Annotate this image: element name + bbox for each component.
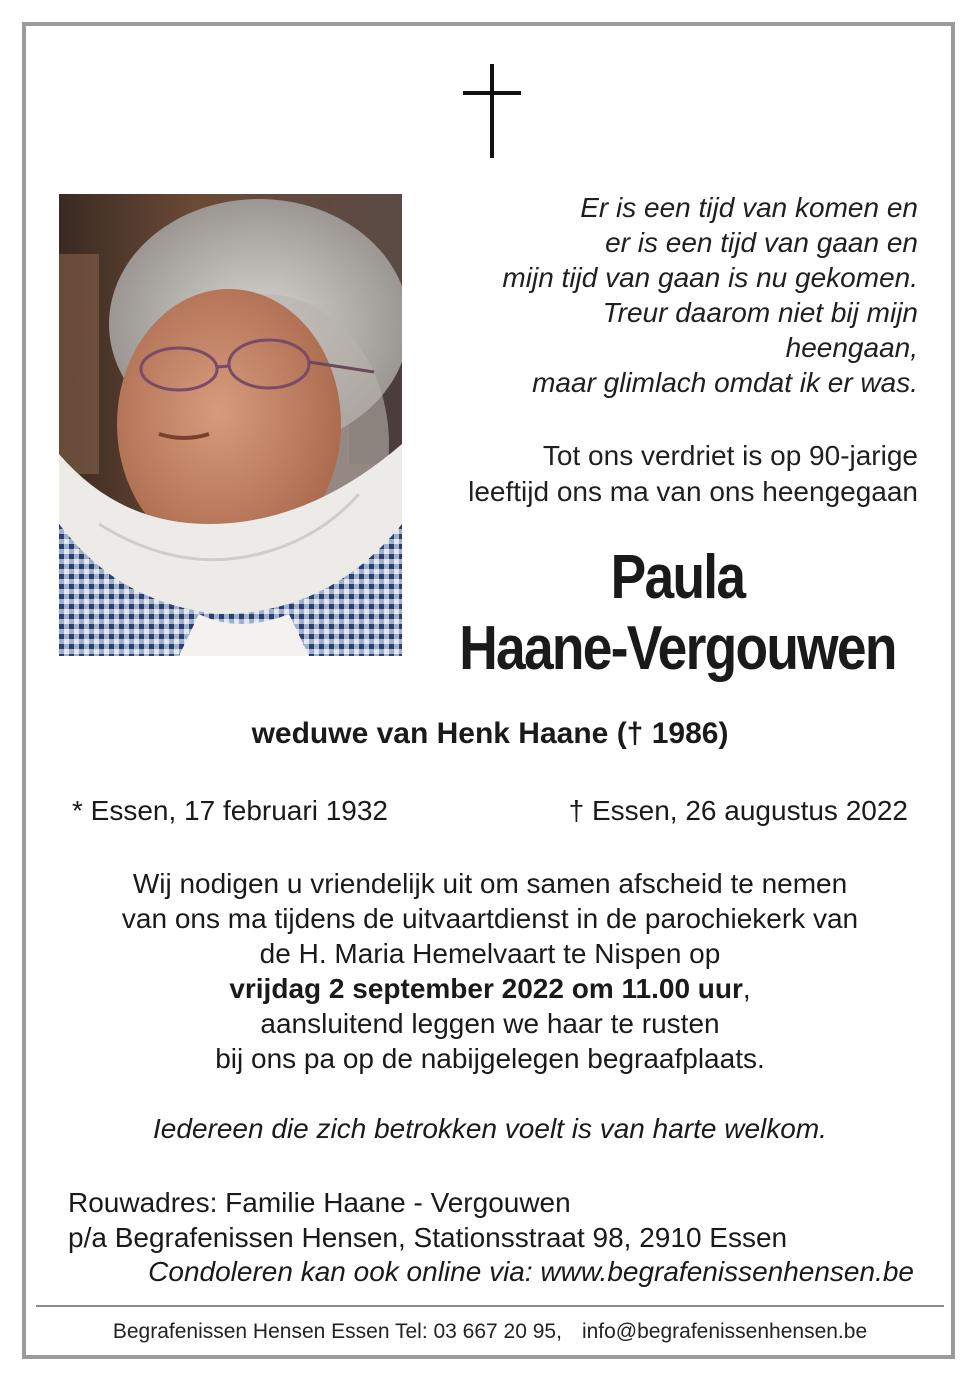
footer-email[interactable]: info@begrafenissenhensen.be — [581, 1320, 868, 1343]
deceased-last-name: Haane-Vergouwen — [459, 614, 896, 683]
deceased-first-name: Paula — [610, 543, 745, 612]
poem-line: er is een tijd van gaan en — [605, 227, 918, 258]
widow-of: weduwe van Henk Haane († 1986) — [251, 717, 729, 750]
funeral-invitation — [0, 866, 980, 1076]
invitation-line: bij ons pa op de nabijgelegen begraafplaats. — [215, 1043, 765, 1074]
intro-line: Tot ons verdriet is op 90-jarige — [542, 440, 918, 471]
poem-line: Er is een tijd van komen en — [580, 192, 918, 223]
welcome-note: Iedereen die zich betrokken voelt is van harte welkom. — [153, 1113, 827, 1144]
poem-line: mijn tijd van gaan is nu gekomen. — [502, 262, 918, 293]
intro-line: leeftijd ons ma van ons heengegaan — [468, 476, 918, 507]
announcement-intro — [398, 438, 918, 510]
invitation-line: de H. Maria Hemelvaart te Nispen op — [259, 938, 721, 969]
mourning-address — [68, 1185, 787, 1255]
footer-phone: Begrafenissen Hensen Essen Tel: 03 667 20 95, — [112, 1320, 562, 1343]
invitation-date-line — [0, 971, 980, 1006]
invitation-line: Wij nodigen u vriendelijk uit om samen afscheid te nemen — [132, 868, 848, 899]
funeral-date: vrijdag 2 september 2022 om 11.00 uur — [229, 973, 743, 1004]
footer-divider — [36, 1305, 944, 1307]
birth-info: * Essen, 17 februari 1932 — [72, 795, 388, 826]
invitation-line: van ons ma tijdens de uitvaartdienst in de parochiekerk van — [121, 903, 859, 934]
date-suffix: , — [742, 973, 751, 1004]
footer — [0, 1320, 980, 1344]
address-line: p/a Begrafenissen Hensen, Stationsstraat 98, 2910 Essen — [68, 1222, 788, 1253]
cross-icon — [463, 64, 521, 158]
online-condolences: Condoleren kan ook online via: www.begrafenissenhensen.be — [148, 1256, 914, 1287]
invitation-line: aansluitend leggen we haar te rusten — [260, 1008, 720, 1039]
poem-line: maar glimlach omdat ik er was. — [532, 367, 918, 398]
poem-line: heengaan, — [785, 332, 918, 363]
poem — [398, 190, 918, 400]
poem-line: Treur daarom niet bij mijn — [602, 297, 918, 328]
portrait-photo — [59, 194, 402, 656]
address-line: Rouwadres: Familie Haane - Vergouwen — [68, 1187, 571, 1218]
death-info: † Essen, 26 augustus 2022 — [568, 795, 908, 826]
